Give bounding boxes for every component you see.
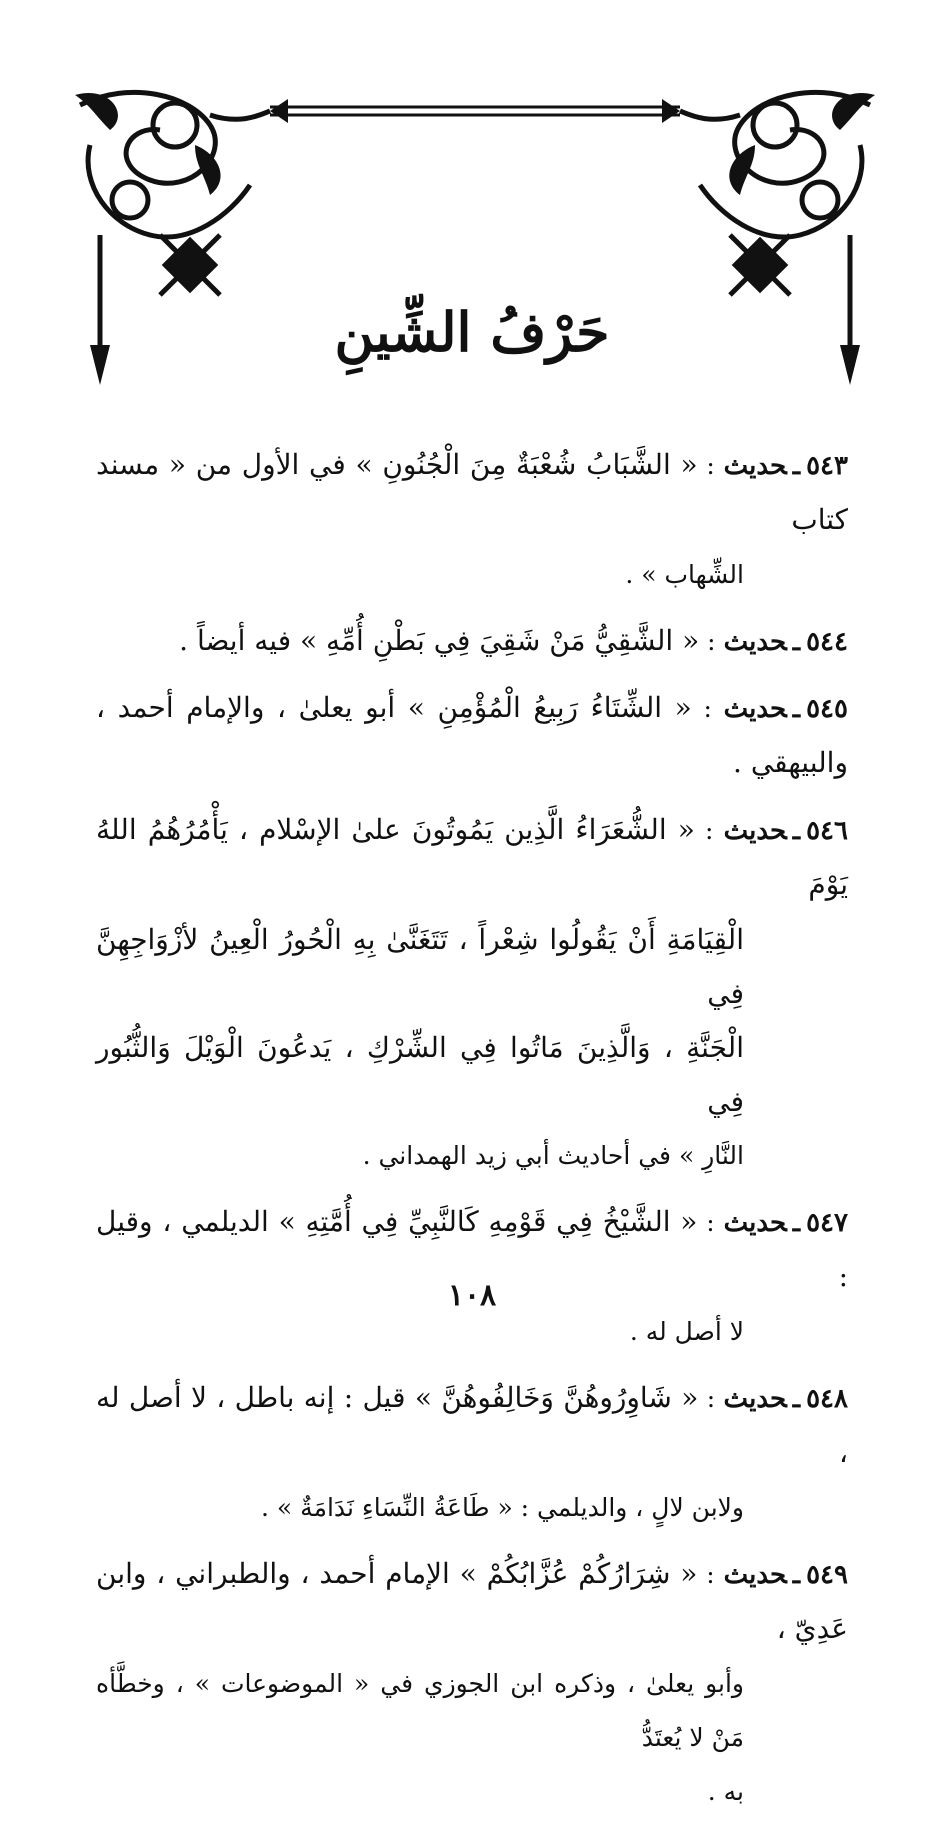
entry-dash: ـ (792, 1208, 801, 1237)
page-title: حَرْفُ الشِّينِ (334, 300, 610, 364)
entry-number: ٥٤٨ (806, 1384, 848, 1414)
entry-dash: ـ (792, 816, 801, 845)
entry-first-line: ٥٤٤ـحديث : « الشَّقِيُّ مَنْ شَقِيَ فِي بَطْنِ أُمِّهِ » فيه أيضاً . (179, 624, 848, 657)
entry-dash: ـ (792, 1560, 801, 1589)
entry-dash: ـ (792, 1384, 801, 1413)
entry-number: ٥٤٤ (806, 627, 848, 657)
entry-first-line: ٥٤٨ـحديث : « شَاوِرُوهُنَّ وَخَالِفُوهُنَّ » قيل : إنه باطل ، لا أصل له ، (96, 1381, 848, 1469)
entry-text-line: الشِّهاب » . (625, 560, 744, 589)
entry-number: ٥٤٥ (806, 694, 848, 724)
entry-text-line: لا أصل له . (629, 1317, 744, 1346)
hadith-entry (96, 614, 848, 669)
entry-text-line: النَّارِ » في أحاديث أبي زيد الهمداني . (362, 1141, 744, 1170)
entry-dash: ـ (792, 627, 801, 656)
hadith-entry (96, 803, 848, 1183)
entry-text-line: « الشِّتَاءُ رَبِيعُ الْمُؤْمِنِ » أبو يعلىٰ ، والإمام أحمد ، والبيهقي . (96, 691, 848, 779)
entry-first-line: ٥٤٩ـحديث : « شِرَارُكُمْ عُزَّابُكُمْ » الإمام أحمد ، والطبراني ، وابن عَدِيّ ، (96, 1557, 848, 1645)
hadith-entry (96, 681, 848, 791)
entry-label: حديث (723, 1384, 787, 1414)
entry-text-line: ولابن لالٍ ، والديلمي : « طَاعَةُ النِّسَاءِ نَدَامَةٌ » . (261, 1493, 744, 1522)
entry-label: حديث (723, 816, 787, 846)
entry-text-line: « شَاوِرُوهُنَّ وَخَالِفُوهُنَّ » قيل : إنه باطل ، لا أصل له ، (96, 1381, 848, 1469)
hadith-entries-list (96, 438, 848, 1831)
hadith-entry (96, 1547, 848, 1819)
entry-label: حديث (723, 694, 787, 724)
entry-text-line: « الشَّيْخُ فِي قَوْمِهِ كَالنَّبِيِّ فِي أُمَّتِهِ » الديلمي ، وقيل : (96, 1205, 848, 1293)
page-number: ١٠٨ (447, 1278, 497, 1313)
entry-label: حديث (723, 1560, 787, 1590)
entry-first-line: ٥٤٧ـحديث : « الشَّيْخُ فِي قَوْمِهِ كَالنَّبِيِّ فِي أُمَّتِهِ » الديلمي ، وقيل : (96, 1205, 848, 1293)
entry-label: حديث (723, 451, 787, 481)
entry-text-line: « الشَّبَابُ شُعْبَةٌ مِنَ الْجُنُونِ » في الأول من « مسند كتاب (96, 448, 848, 536)
entry-number: ٥٤٦ (806, 816, 848, 846)
entry-dash: ـ (792, 451, 801, 480)
entry-text-line: وأبو يعلىٰ ، وذكره ابن الجوزي في « الموضوعات » ، وخطَّأه مَنْ لا يُعتَدُّ (96, 1669, 744, 1752)
entry-dash: ـ (792, 694, 801, 723)
entry-text-line: به . (707, 1777, 744, 1806)
entry-text-line: « شِرَارُكُمْ عُزَّابُكُمْ » الإمام أحمد ، والطبراني ، وابن عَدِيّ ، (96, 1557, 848, 1645)
entry-label: حديث (723, 627, 787, 657)
entry-first-line: ٥٤٣ـحديث : « الشَّبَابُ شُعْبَةٌ مِنَ الْجُنُونِ » في الأول من « مسند كتاب (96, 448, 848, 536)
entry-text-line: « الشُّعَرَاءُ الَّذِين يَمُوتُونَ علىٰ الإسْلام ، يَأْمُرُهُمُ اللهُ يَوْمَ (96, 813, 848, 901)
entry-number: ٥٤٧ (806, 1208, 848, 1238)
entry-number: ٥٤٩ (806, 1560, 848, 1590)
entry-label: حديث (723, 1208, 787, 1238)
hadith-entry (96, 1195, 848, 1359)
entry-text-line: « الشَّقِيُّ مَنْ شَقِيَ فِي بَطْنِ أُمِّهِ » فيه أيضاً . (179, 624, 700, 657)
entry-text-line: الْقِيَامَةِ أَنْ يَقُولُوا شِعْراً ، تَتَغَنَّىٰ بِهِ الْحُورُ الْعِينُ لأزْوَاجِهِنَّ فِي (96, 923, 744, 1010)
entry-text-line: الْجَنَّةِ ، وَالَّذِينَ مَاتُوا فِي الشِّرْكِ ، يَدعُونَ الْوَيْلَ وَالثُّبُور فِي (96, 1031, 744, 1118)
hadith-entry (96, 1371, 848, 1535)
entry-first-line: ٥٤٦ـحديث : « الشُّعَرَاءُ الَّذِين يَمُوتُونَ علىٰ الإسْلام ، يَأْمُرُهُمُ اللهُ يَوْمَ (96, 813, 848, 901)
entry-number: ٥٤٣ (806, 451, 848, 481)
hadith-entry (96, 438, 848, 602)
entry-first-line: ٥٤٥ـحديث : « الشِّتَاءُ رَبِيعُ الْمُؤْمِنِ » أبو يعلىٰ ، والإمام أحمد ، والبيهقي . (96, 691, 848, 779)
